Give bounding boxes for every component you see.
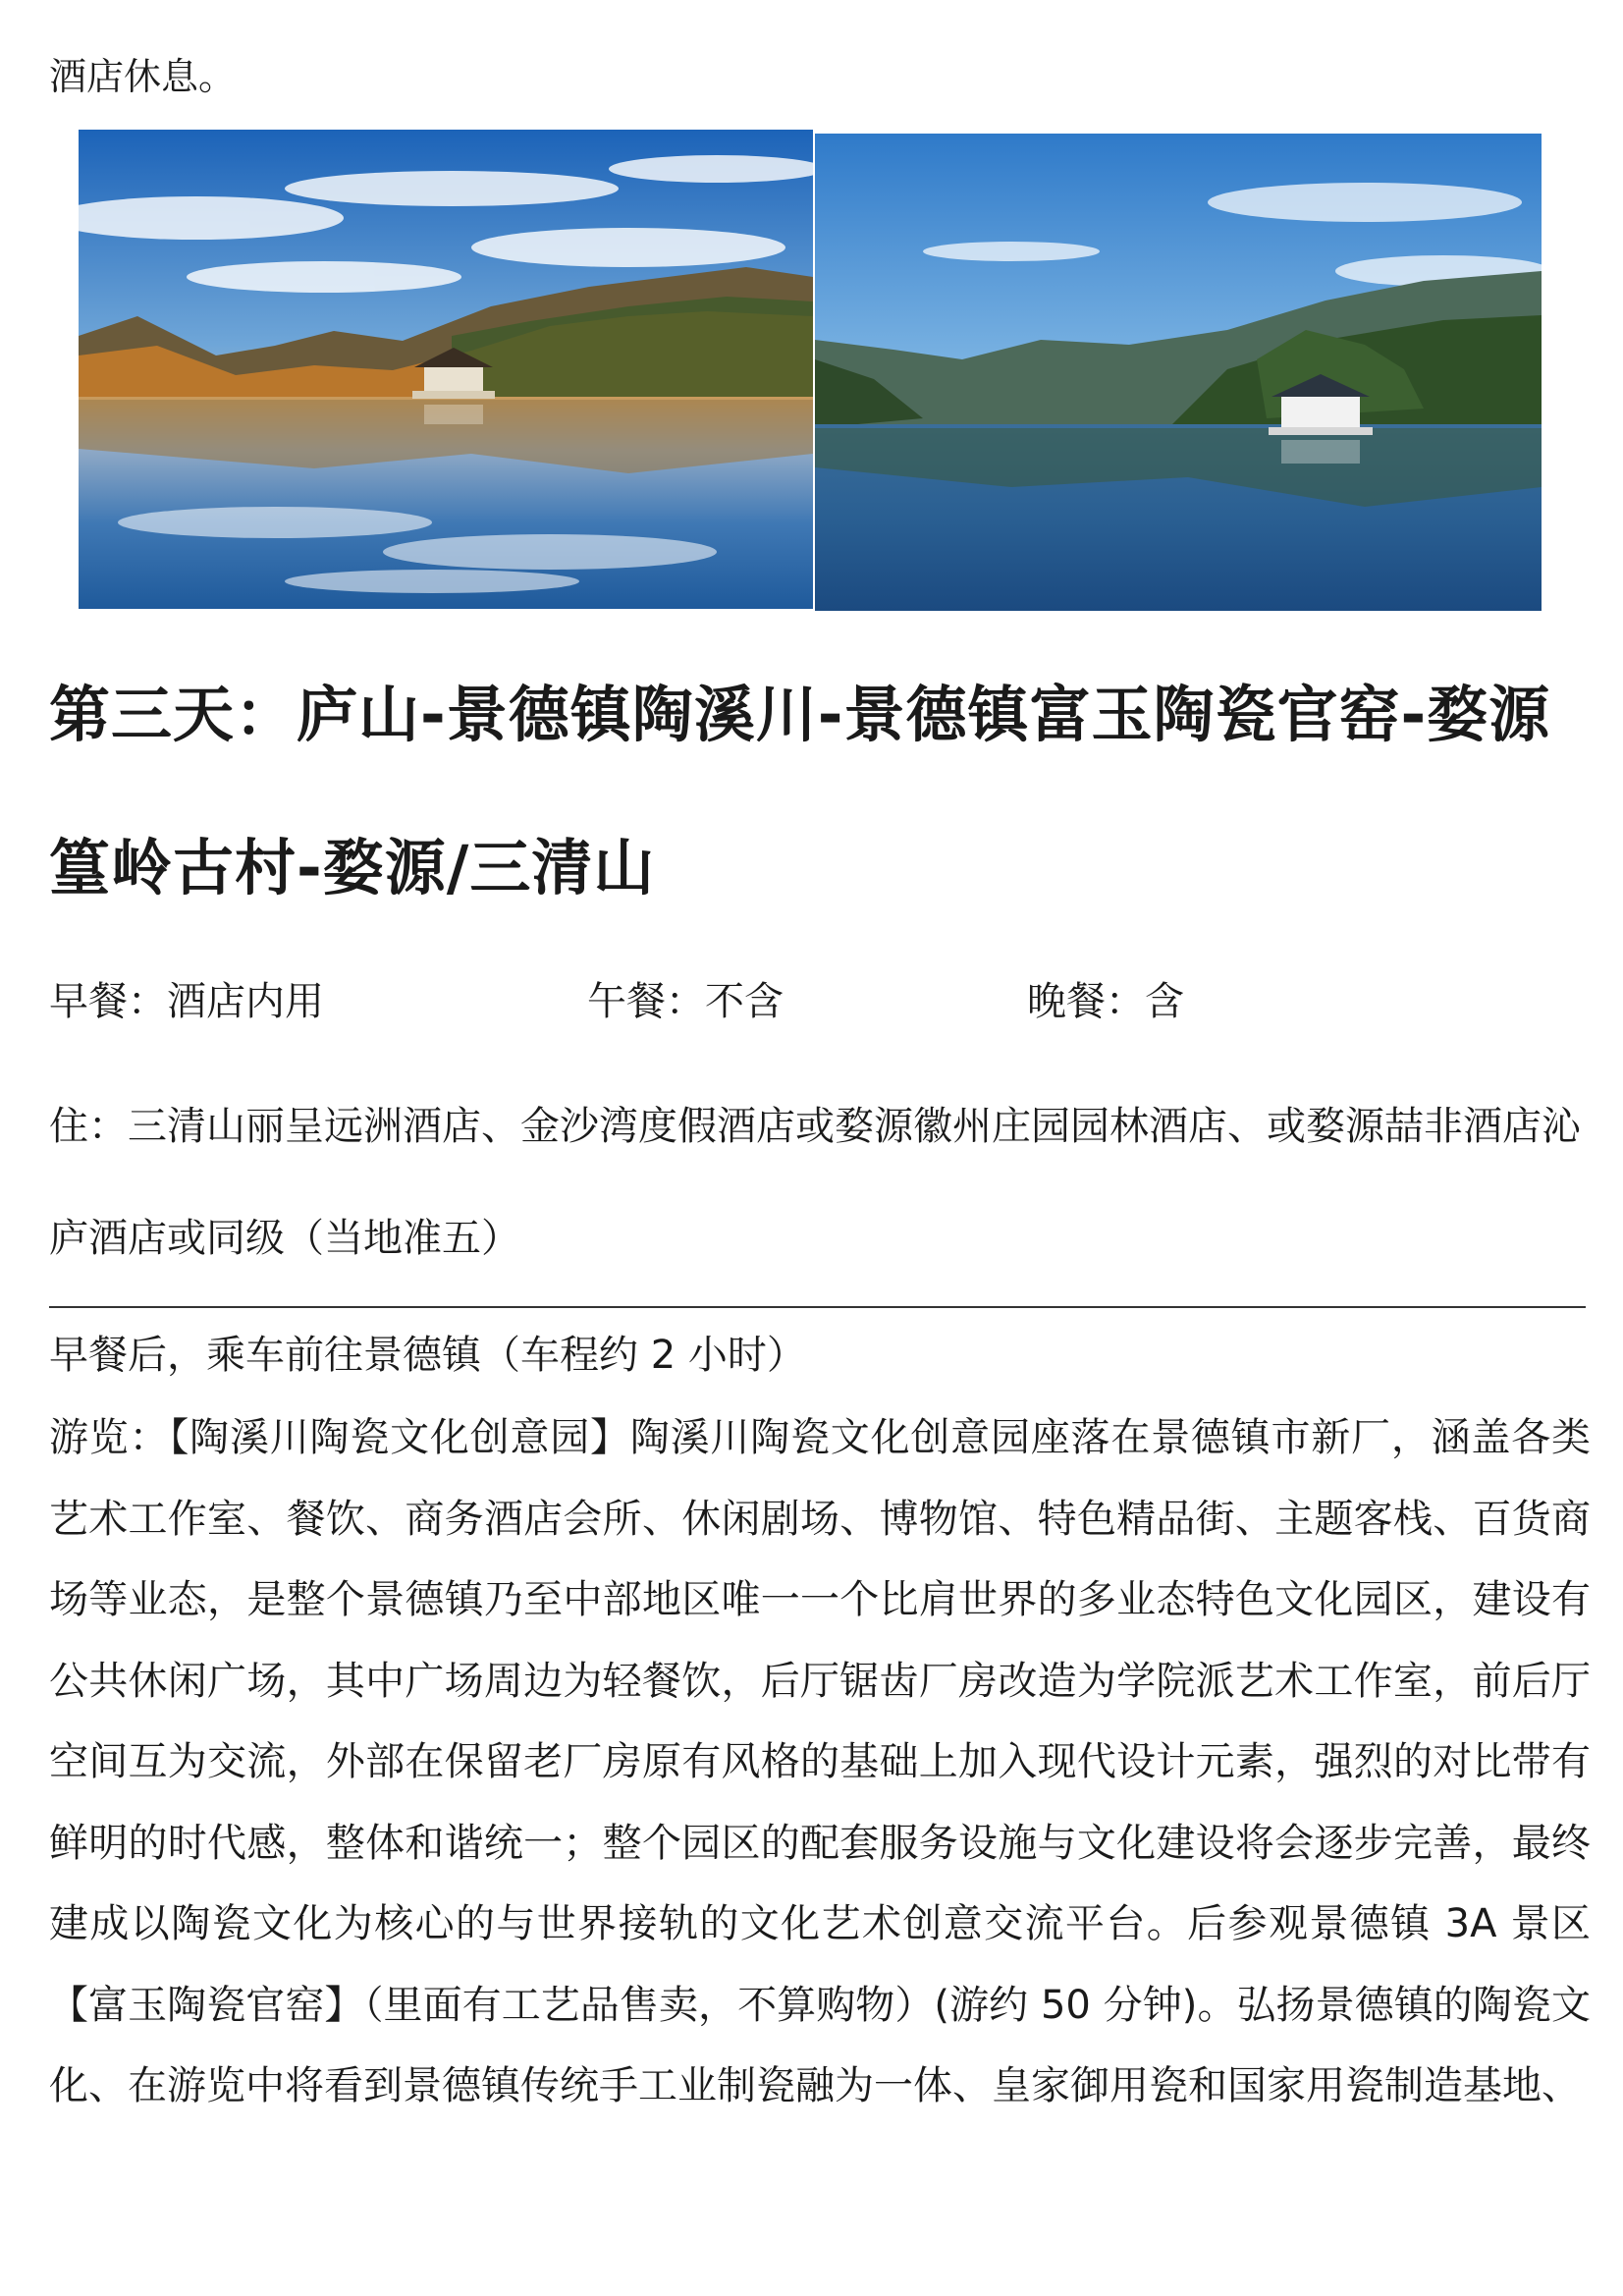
landscape-photo-icon bbox=[79, 130, 813, 609]
tour-paragraph: 游览：【陶溪川陶瓷文化创意园】陶溪川陶瓷文化创意园座落在景德镇市新厂，涵盖各类艺术工作室、餐饮、商务酒店会所、休闲剧场、博物馆、特色精品街、主题客栈、百货商场等业态，是整个景德镇乃至中部地区唯一一个比肩世界的多业态特色文化园区，建设有公共休闲广场，其中广场周边为轻餐饮，后厅锯齿厂房改造为学院派艺术工作室，前后厅空间互为交流，外部在保留老厂房原有风格的基础上加入现代设计元素，强烈的对比带有鲜明的时代感，整体和谐统一；整个园区的配套服务设施与文化建设将会逐步完善，最终建成以陶瓷文化为核心的与世界接轨的文化艺术创意交流平台。后参观景德镇 3A 景区【富玉陶瓷官窑】（里面有工艺品售卖，不算购物）(游约 50 分钟)。弘扬景德镇的陶瓷文化、在游览中将看到景德镇传统手工业制瓷融为一体、皇家御用瓷和国家用瓷制造基地、 bbox=[49, 1415, 1591, 2108]
meal-breakfast: 早餐：酒店内用 bbox=[49, 979, 324, 1024]
landscape-photo-icon bbox=[815, 134, 1542, 611]
meal-lunch: 午餐：不含 bbox=[587, 979, 784, 1024]
section-divider bbox=[49, 1306, 1586, 1308]
lake-pavilion-blue-sky-photo bbox=[815, 134, 1542, 611]
departure-paragraph: 早餐后，乘车前往景德镇（车程约 2 小时） bbox=[49, 1333, 806, 1378]
meal-dinner: 晚餐：含 bbox=[1027, 979, 1184, 1024]
lake-pavilion-autumn-photo bbox=[79, 130, 813, 609]
day-schedule bbox=[49, 1321, 1591, 2127]
intro-text: 酒店休息。 bbox=[49, 55, 237, 98]
day-title: 第三天：庐山-景德镇陶溪川-景德镇富玉陶瓷官窑-婺源篁岭古村-婺源/三清山 bbox=[49, 679, 1551, 903]
accommodation-text: 住：三清山丽呈远洲酒店、金沙湾度假酒店或婺源徽州庄园园林酒店、或婺源喆非酒店沁庐酒店或同级（当地准五） bbox=[49, 1104, 1581, 1261]
meals-row bbox=[49, 972, 1591, 1031]
